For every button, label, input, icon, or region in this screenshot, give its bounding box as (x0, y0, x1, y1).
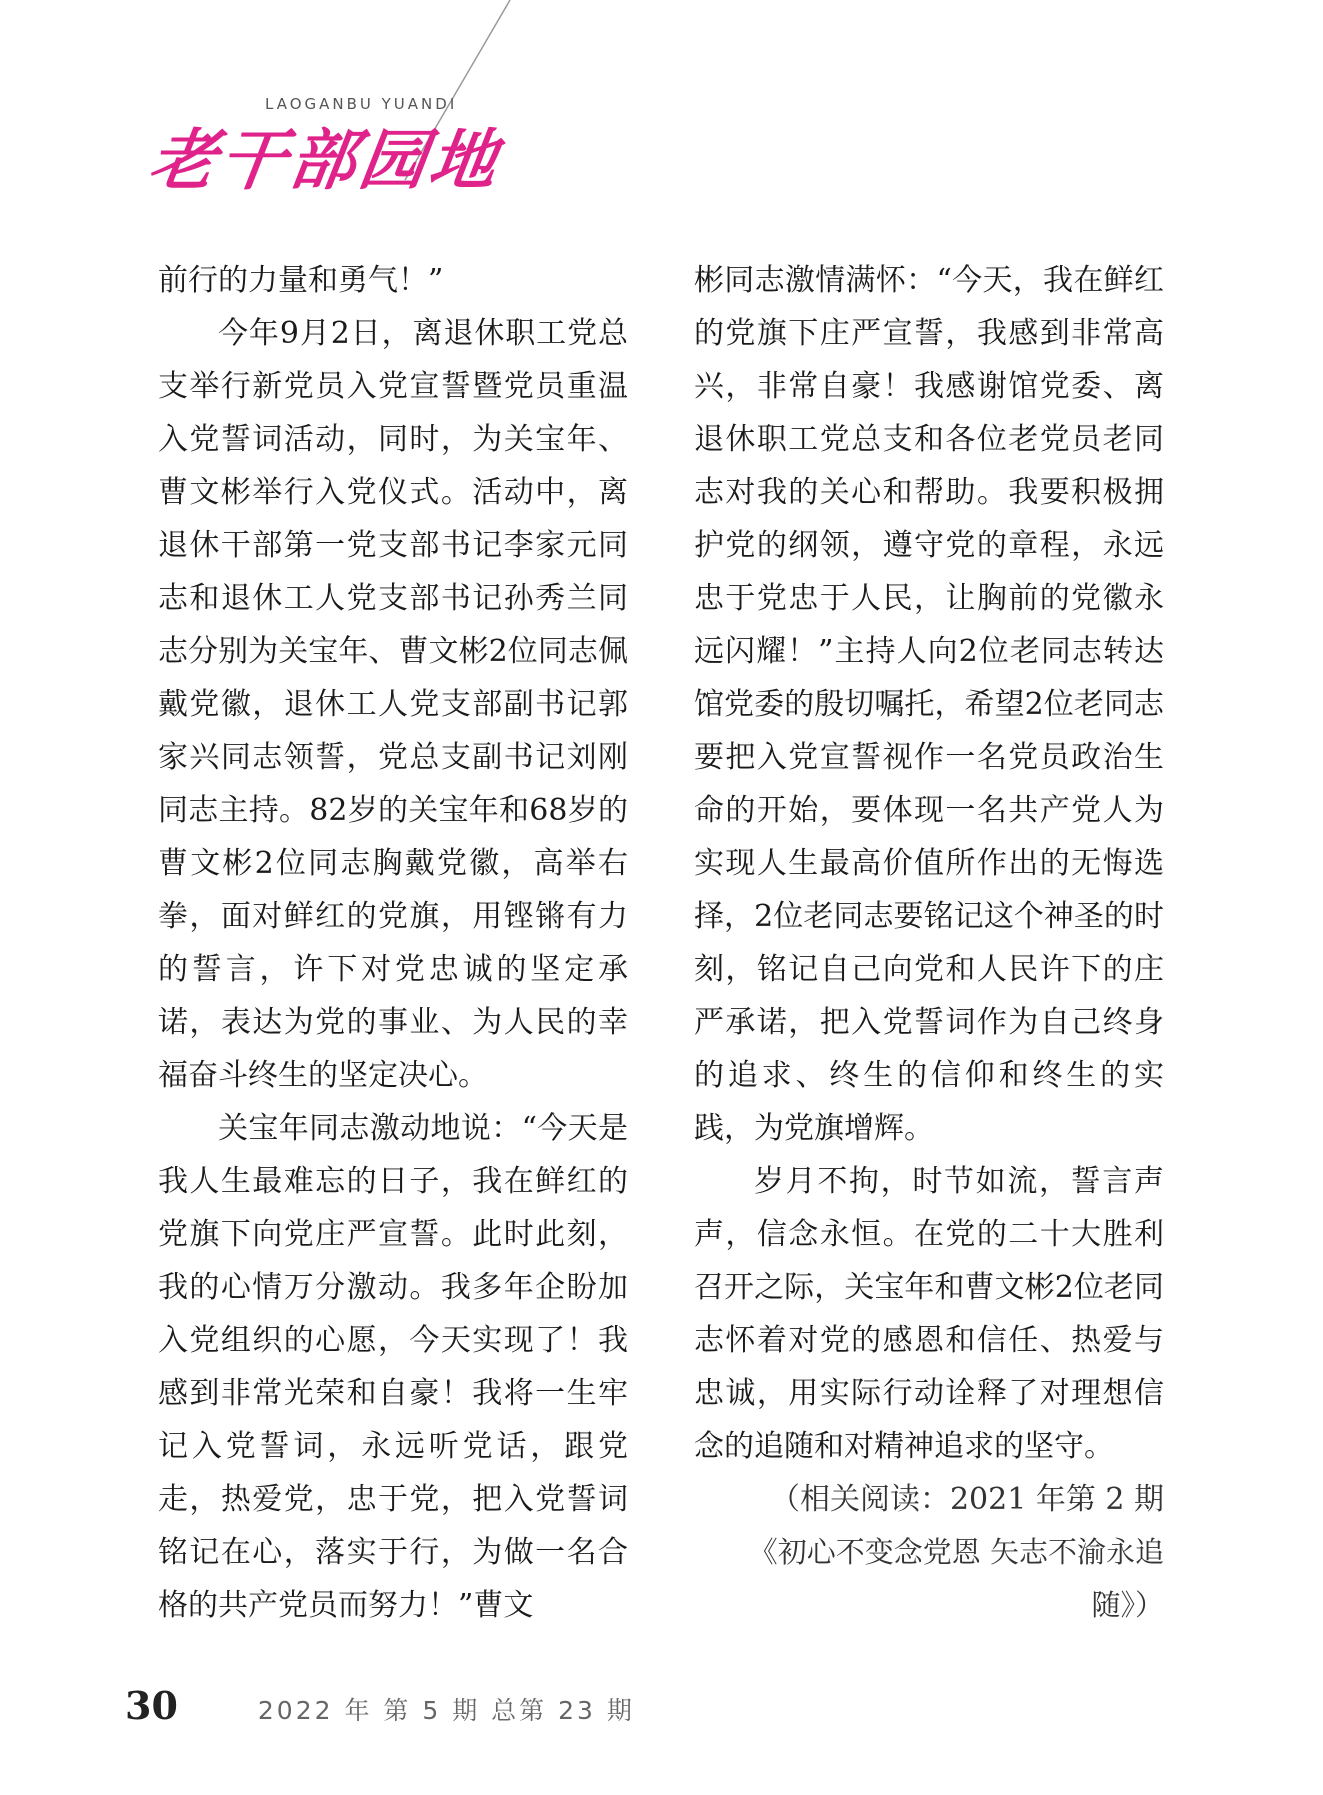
issue-info: 2022 年 第 5 期 总第 23 期 (257, 1696, 635, 1725)
paragraph-conclusion: 岁月不拘，时节如流，誓言声声，信念永恒。在党的二十大胜利召开之际，关宝年和曹文彬2位老同志怀着对党的感恩和信任、热爱与忠诚，用实际行动诠释了对理想信念的追随和对精神追求的坚守。 (694, 1164, 1164, 1464)
related-reading-title: 《初心不变念党恩 矢志不渝永追随》） (748, 1535, 1164, 1622)
masthead-title: 老干部园地 (144, 121, 506, 199)
article-right-column (694, 254, 1164, 1632)
page-footer (125, 1683, 635, 1728)
paragraph-cao-quote: 彬同志激情满怀：“今天，我在鲜红的党旗下庄严宣誓，我感到非常高兴，非常自豪！我感谢馆党委、离退休职工党总支和各位老党员老同志对我的关心和帮助。我要积极拥护党的纲领，遵守党的章程，永远忠于党忠于人民，让胸前的党徽永远闪耀！”主持人向2位老同志转达馆党委的殷切嘱托，希望2位老同志要把入党宣誓视作一名党员政治生命的开始，要体现一名共产党人为实现人生最高价值所作出的无悔选择，2位老同志要铭记这个神圣的时刻，铭记自己向党和人民许下的庄严承诺，把入党誓词作为自己终身的追求、终生的信仰和终生的实践，为党旗增辉。 (694, 263, 1164, 1146)
paragraph-continuation: 前行的力量和勇气！” (158, 263, 444, 298)
article-left-column (158, 254, 628, 1632)
related-reading (694, 1473, 1164, 1632)
related-reading-label: （相关阅读：2021 年第 2 期 (769, 1482, 1164, 1517)
page-number: 30 (125, 1683, 178, 1728)
masthead-pinyin: LAOGANBU YUANDI (265, 95, 458, 113)
paragraph-guan-quote: 关宝年同志激动地说：“今天是我人生最难忘的日子，我在鲜红的党旗下向党庄严宣誓。此时此刻，我的心情万分激动。我多年企盼加入党组织的心愿，今天实现了！我感到非常光荣和自豪！我将一生牢记入党誓词，永远听党话，跟党走，热爱党，忠于党，把入党誓词铭记在心，落实于行，为做一名合格的共产党员而努力！”曹文 (158, 1111, 628, 1623)
paragraph-ceremony: 今年9月2日，离退休职工党总支举行新党员入党宣誓暨党员重温入党誓词活动，同时，为关宝年、曹文彬举行入党仪式。活动中，离退休干部第一党支部书记李家元同志和退休工人党支部书记孙秀兰同志分别为关宝年、曹文彬2位同志佩戴党徽，退休工人党支部副书记郭家兴同志领誓，党总支副书记刘刚同志主持。82岁的关宝年和68岁的曹文彬2位同志胸戴党徽，高举右拳，面对鲜红的党旗，用铿锵有力的誓言，许下对党忠诚的坚定承诺，表达为党的事业、为人民的幸福奋斗终生的坚定决心。 (158, 316, 628, 1093)
